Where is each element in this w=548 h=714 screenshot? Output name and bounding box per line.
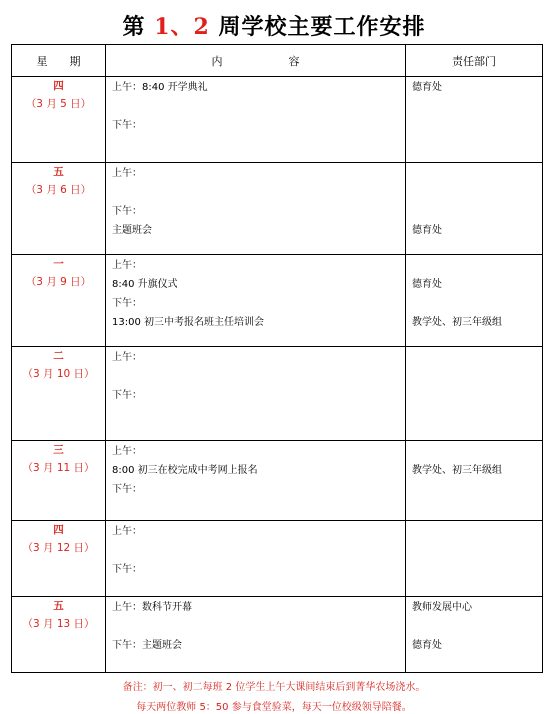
content-line: 上午： [112,352,142,363]
content-line: 上午： [112,260,142,271]
date-label: （3 月 13 日） [22,618,95,630]
weekday-label: 二 [53,350,64,362]
title-prefix: 第 [122,14,155,40]
dept-line: 教学处、初三年级组 [412,317,502,328]
dept-line: 德育处 [412,225,442,236]
weekday-label: 四 [53,524,64,536]
table-row [12,521,543,597]
table-row [12,347,543,441]
weekday-label: 三 [53,444,64,456]
content-line: 下午： [112,206,142,217]
dept-cell [406,347,543,441]
content-line: 13:00 初三中考报名班主任培训会 [112,317,264,328]
content-line: 下午： [112,390,142,401]
header-day: 星 期 [12,45,106,77]
table-row [12,255,543,347]
dept-cell [406,441,543,521]
title-suffix: 周学校主要工作安排 [209,14,426,40]
page-title [0,10,548,41]
content-cell [106,597,406,673]
note-line-1: 备注：初一、初二每班 2 位学生上午大课间结束后到菁华农场浇水。 [122,682,426,693]
content-line: 8:40 升旗仪式 [112,279,178,290]
dept-line: 德育处 [412,279,442,290]
content-line: 下午： [112,298,142,309]
weekday-label: 五 [53,166,64,178]
dept-line [412,444,536,463]
weekday-label: 四 [53,80,64,92]
dept-line: 德育处 [412,640,442,651]
header-row [12,45,543,77]
content-line: 上午：8:40 开学典礼 [112,82,208,93]
day-cell [12,597,106,673]
content-line: 下午： [112,120,142,131]
date-label: （3 月 12 日） [22,542,95,554]
day-cell [12,347,106,441]
content-cell [106,521,406,597]
header-content: 内 容 [106,45,406,77]
content-line: 上午： [112,168,142,179]
content-line: 下午：主题班会 [112,640,182,651]
table-row [12,441,543,521]
table-row [12,597,543,673]
weekday-label: 五 [53,600,64,612]
dept-line [412,258,536,277]
dept-line: 教学处、初三年级组 [412,465,502,476]
dept-line [412,185,536,204]
content-line [112,619,399,638]
content-line: 上午： [112,526,142,537]
dept-line: 教师发展中心 [412,602,472,613]
dept-line [412,619,536,638]
content-line: 主题班会 [112,225,152,236]
content-cell [106,77,406,163]
content-cell [106,347,406,441]
dept-cell [406,255,543,347]
content-line: 下午： [112,484,142,495]
dept-line: 德育处 [412,82,442,93]
content-line [112,99,399,118]
content-line: 下午： [112,564,142,575]
date-label: （3 月 9 日） [25,276,92,288]
date-label: （3 月 11 日） [22,462,95,474]
content-line [112,369,399,388]
note-line-2: 每天两位教师 5：50 参与食堂验菜，每天一位校级领导陪餐。 [136,702,412,713]
dept-cell [406,77,543,163]
day-cell [12,521,106,597]
content-cell [106,255,406,347]
schedule-table [11,44,543,673]
dept-cell [406,597,543,673]
content-cell [106,441,406,521]
content-line: 上午： [112,446,142,457]
content-line: 8:00 初三在校完成中考网上报名 [112,465,258,476]
dept-line [412,204,536,223]
title-weeks: 1、2 [154,14,210,40]
table-row [12,77,543,163]
date-label: （3 月 5 日） [25,98,92,110]
content-line [112,543,399,562]
day-cell [12,163,106,255]
dept-cell [406,521,543,597]
day-cell [12,441,106,521]
table-row [12,163,543,255]
dept-line [412,166,536,185]
weekday-label: 一 [53,258,64,270]
date-label: （3 月 6 日） [25,184,92,196]
header-dept: 责任部门 [406,45,543,77]
dept-cell [406,163,543,255]
content-line [112,185,399,204]
day-cell [12,255,106,347]
date-label: （3 月 10 日） [22,368,95,380]
content-cell [106,163,406,255]
content-line: 上午：数科节开幕 [112,602,192,613]
day-cell [12,77,106,163]
dept-line [412,296,536,315]
